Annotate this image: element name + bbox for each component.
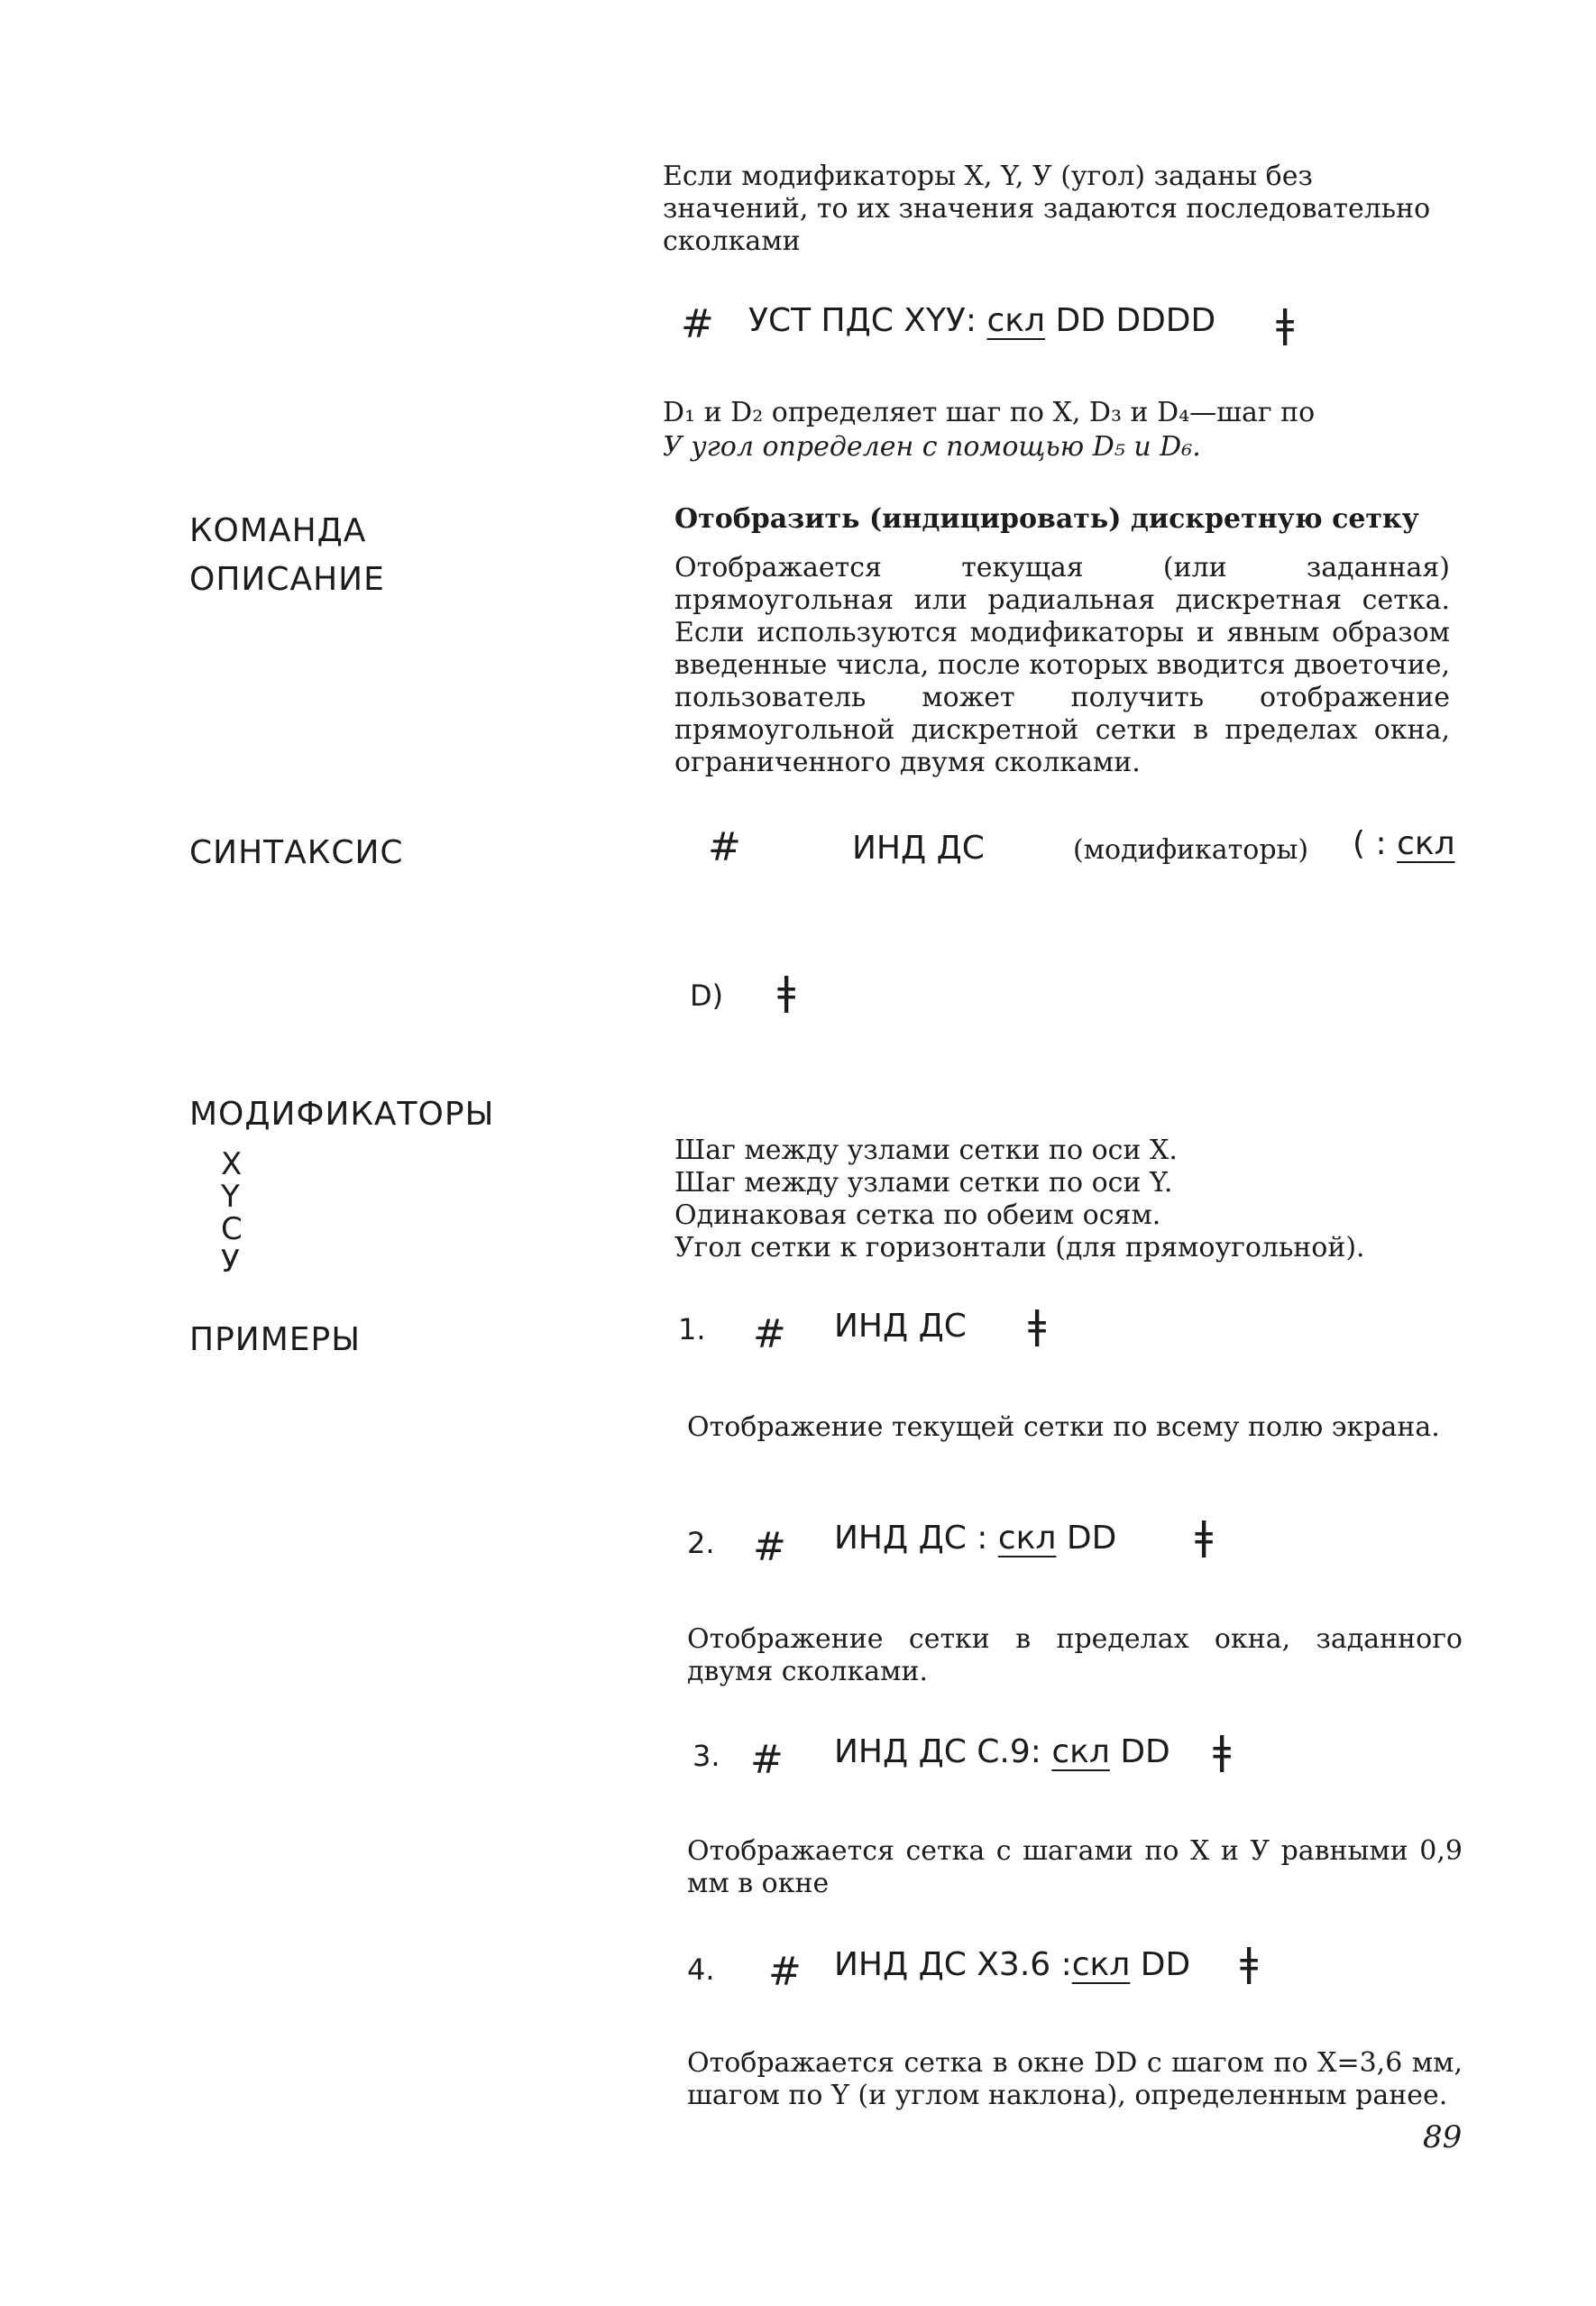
syntax-modifiers: (модификаторы): [1073, 834, 1309, 866]
heading-description: ОПИСАНИЕ: [189, 561, 385, 598]
hash-icon: #: [750, 1737, 784, 1783]
hash-icon: #: [753, 1311, 786, 1357]
syntax-window: ( : скл: [1353, 825, 1455, 862]
terminator-icon: ǂ: [1195, 1513, 1214, 1559]
skl-word: скл: [997, 1520, 1057, 1557]
example-command: ИНД ДС С.9: скл DD: [834, 1733, 1170, 1770]
terminator-icon: ǂ: [1213, 1728, 1232, 1774]
command-title: Отобразить (индицировать) дискретную сетку: [674, 503, 1419, 535]
heading-modifiers: МОДИФИКАТОРЫ: [189, 1096, 495, 1133]
syntax-command: ИНД ДС: [852, 830, 985, 867]
skl-word: скл: [1071, 1946, 1131, 1983]
modifier-desc: Шаг между узлами сетки по оси Y.: [674, 1167, 1173, 1199]
d-note-line-2: У угол определен с помощью D₅ и D₆.: [663, 431, 1201, 463]
syntax-terminator-icon: ǂ: [777, 969, 796, 1015]
d-note-line-1: D₁ и D₂ определяет шаг по X, D₃ и D₄—шаг по: [663, 397, 1316, 428]
modifier-key: Y: [221, 1179, 240, 1215]
skl-word: скл: [986, 302, 1046, 339]
heading-syntax: СИНТАКСИС: [189, 834, 404, 871]
modifier-key: X: [221, 1146, 243, 1182]
hash-icon: #: [768, 1949, 802, 1995]
example-number: 3.: [693, 1739, 720, 1773]
example-command: ИНД ДС : скл DD: [834, 1520, 1117, 1557]
heading-examples: ПРИМЕРЫ: [189, 1321, 361, 1358]
skl-word: скл: [1397, 825, 1455, 862]
top-paragraph: Если модификаторы X, Y, У (угол) заданы без значений, то их значения задаются последовательно сколками: [663, 161, 1431, 257]
example-command: ИНД ДС: [834, 1308, 967, 1345]
example-description: Отображается сетка в окне DD с шагом по X=3,6 мм, шагом по Y (и углом наклона), определенным ранее.: [687, 2047, 1463, 2111]
description-text: Отображается текущая (или заданная) прямоугольная или радиальная дискретная сетка. Если используются модификаторы и явным образом введенные числа, после которых вводится двоеточие, пользователь может получить отображение прямоугольной дискретной сетки в пределах окна, ограниченного двумя сколками.: [674, 552, 1450, 778]
hash-icon: #: [681, 301, 714, 347]
modifier-key: С: [221, 1211, 243, 1247]
page-number: 89: [1423, 2119, 1463, 2155]
modifier-keys: [221, 1148, 243, 1278]
example-description: Отображение сетки в пределах окна, заданного двумя сколками.: [687, 1623, 1463, 1687]
syntax-hash-icon: #: [708, 824, 741, 870]
hash-icon: #: [753, 1524, 786, 1570]
set-command: УСТ ПДС ХYУ: скл DD DDDD: [748, 302, 1216, 339]
terminator-icon: ǂ: [1276, 301, 1295, 347]
terminator-icon: ǂ: [1028, 1302, 1047, 1348]
example-command: ИНД ДС X3.6 :скл DD: [834, 1946, 1191, 1983]
modifier-descriptions: [674, 1135, 1365, 1264]
example-number: 4.: [687, 1952, 715, 1987]
terminator-icon: ǂ: [1240, 1940, 1259, 1986]
example-number: 2.: [687, 1526, 715, 1560]
example-number: 1.: [678, 1312, 706, 1346]
modifier-desc: Шаг между узлами сетки по оси X.: [674, 1135, 1178, 1166]
modifier-key: У: [221, 1244, 240, 1280]
skl-word: скл: [1051, 1733, 1110, 1770]
heading-command: КОМАНДА: [189, 512, 367, 549]
example-description: Отображается сетка с шагами по X и У равными 0,9 мм в окне: [687, 1835, 1463, 1899]
modifier-desc: Угол сетки к горизонтали (для прямоугольной).: [674, 1232, 1365, 1263]
syntax-continuation: D): [690, 978, 724, 1013]
modifier-desc: Одинаковая сетка по обеим осям.: [674, 1199, 1161, 1231]
example-description: Отображение текущей сетки по всему полю экрана.: [687, 1411, 1440, 1443]
